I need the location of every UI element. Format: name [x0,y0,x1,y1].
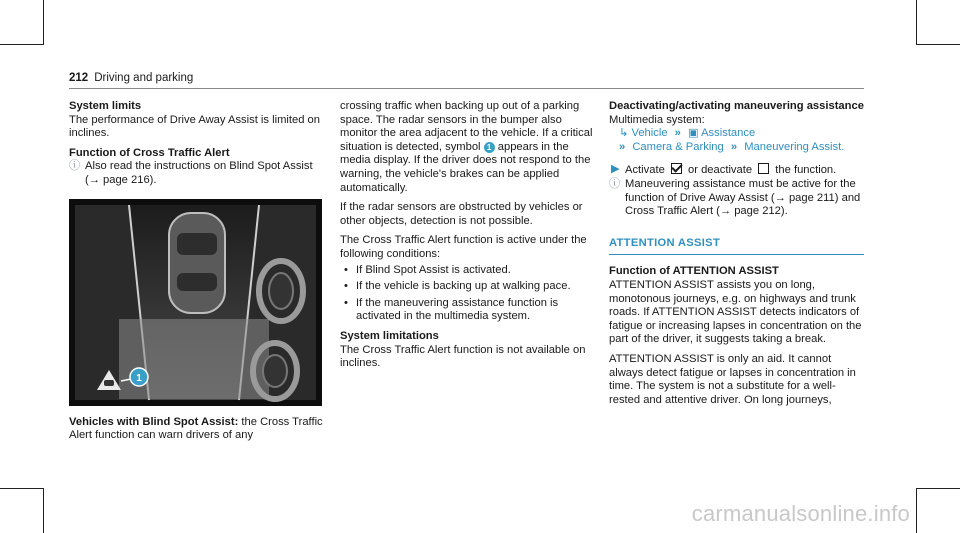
header-rule [69,88,864,89]
callout-badge: 1 [484,142,495,153]
page-number: 212 [69,72,89,84]
cta-note-text: Also read the instructions on Blind Spot Assist (→ page 216). [85,160,313,186]
list-item: • If the vehicle is backing up at walking pace. [340,280,595,294]
info-icon: ⓘ [69,160,81,173]
system-limitations-text: The Cross Traffic Alert function is not available on inclines. [340,343,586,370]
column-right [609,100,864,407]
action-triangle-icon: ▶ [611,163,620,176]
crop-mark [916,44,960,45]
cta-desc-part-2: appears in the media display. If the driver does not respond to the warning, the vehicle's brakes can be applied automatically. [340,140,591,194]
section-title: Driving and parking [94,72,194,84]
crop-mark [916,488,960,489]
checkbox-checked-icon [671,163,682,174]
bsa-lead: Vehicles with Blind Spot Assist: [69,415,239,428]
crop-mark [916,0,917,45]
info-note [69,160,324,187]
cta-desc-part-1: crossing traffic when backing up out of a parking space. The radar sensors in the bumper also monitor the area adjacent to the vehicle. If a critical situation is detected, symbol [340,100,593,153]
attention-function-title: Function of ATTENTION ASSIST [609,265,779,278]
crop-mark [43,0,44,45]
crop-mark [43,488,44,533]
bsa-paragraph [69,416,324,443]
crop-mark [0,44,44,45]
info-note [609,178,864,219]
cta-function-title: Function of Cross Traffic Alert [69,146,230,159]
attention-paragraph-1: ATTENTION ASSIST assists you on long, monotonous journeys, e.g. on highways and trunk roads. If ATTENTION ASSIST detects indicators of fatigue or increasing lapses in concentration on the part of the driver, it suggests taking a break. [609,278,862,346]
column-middle [340,100,595,371]
maneuvering-note-text: Maneuvering assistance must be active for the function of Drive Away Assist (→ page 211) and Cross Traffic Alert (→ page 212). [625,177,861,218]
menu-path-line-2 [609,141,864,155]
menu-item-vehicle[interactable]: Vehicle [631,127,668,140]
system-limitations-title: System limitations [340,329,439,342]
deactivating-title: Deactivating/activating maneuvering assistance [609,100,864,112]
bsa-text: the Cross Traffic Alert function can warn drivers of any [69,415,323,442]
multimedia-label: Multimedia system: [609,113,705,126]
section-rule [609,254,864,255]
crop-mark [0,488,44,489]
system-limits-title: System limits [69,100,142,112]
action-text-activate: Activate [625,164,665,177]
menu-path-line-1 [609,127,864,141]
menu-corner-arrow-icon: ↳ [619,127,629,140]
callout-number: 1 [136,372,142,384]
menu-item-assistance[interactable]: Assistance [701,127,756,140]
menu-item-maneuvering-assist[interactable]: Maneuvering Assist. [744,140,845,153]
watermark: carmanualsonline.info [691,501,910,527]
action-text-deactivate: or deactivate [688,164,753,177]
active-conditions-intro: The Cross Traffic Alert function is active under the following conditions: [340,234,587,260]
parking-illustration [69,199,322,406]
double-chevron-icon: » [730,140,738,153]
conditions-list [340,264,595,324]
sensor-obstruction-text: If the radar sensors are obstructed by vehicles or other objects, detection is not possible. [340,201,583,227]
column-left [69,100,324,443]
double-chevron-icon: » [674,127,681,140]
crop-mark [916,488,917,533]
cta-description [340,100,595,195]
list-item: • If Blind Spot Assist is activated. [340,264,595,278]
double-chevron-icon: » [619,140,626,153]
car-icon: ▣ [688,127,699,140]
activate-instruction [609,163,864,178]
action-text-function: the function. [775,164,837,177]
parking-camera-figure [69,199,322,406]
list-item: • If the maneuvering assistance function is activated in the multimedia system. [340,297,595,324]
menu-item-camera-parking[interactable]: Camera & Parking [632,140,724,153]
page-header [69,72,193,86]
attention-paragraph-2: ATTENTION ASSIST is only an aid. It cannot always detect fatigue or lapses in concentration in time. The system is not a substitute for a well-rested and attentive driver. On long journeys, [609,352,856,406]
info-icon: ⓘ [609,177,621,190]
system-limits-text: The performance of Drive Away Assist is limited on inclines. [69,113,320,140]
checkbox-empty-icon [758,163,769,174]
attention-assist-section-heading: ATTENTION ASSIST [609,236,721,249]
